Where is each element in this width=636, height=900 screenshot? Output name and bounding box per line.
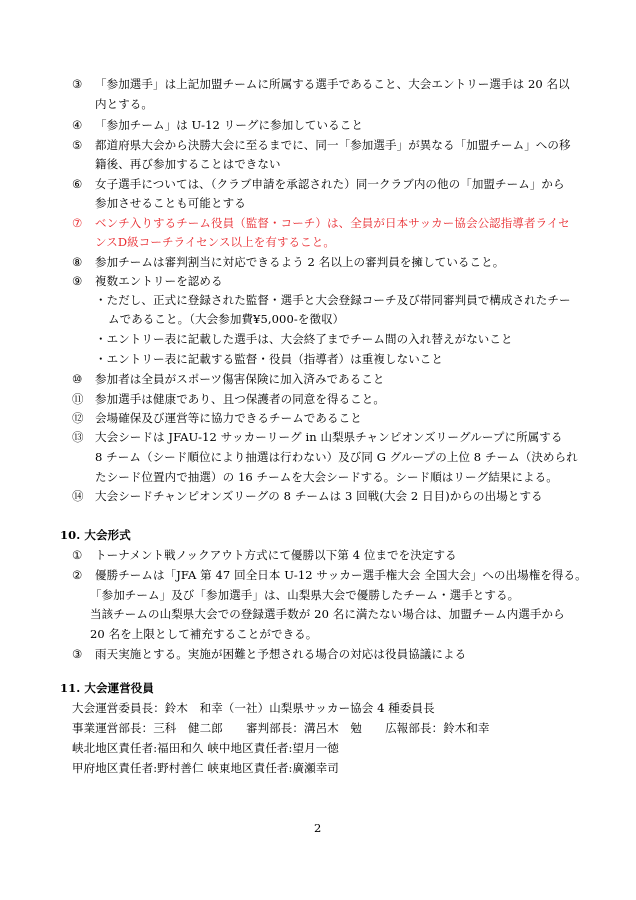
rule-number: ④ bbox=[72, 118, 83, 132]
rule-text: 籍後、再び参加することはできない bbox=[95, 157, 281, 171]
rule-number: ⑨ bbox=[72, 274, 83, 288]
rule-text: 大会シードチャンピオンズリーグの 8 チームは 3 回戦(大会 2 日目)からの出場とする bbox=[95, 489, 543, 503]
rule-text: 会場確保及び運営等に協力できるチームであること bbox=[95, 411, 362, 425]
section-heading: 10. 大会形式 bbox=[60, 528, 131, 542]
item-number: ③ bbox=[72, 647, 83, 661]
rule-text: 「参加チーム」は U-12 リーグに参加していること bbox=[95, 118, 363, 132]
rule-text: 8 チーム（シード順位により抽選は行わない）及び同 G グループの上位 8 チーム（決められ bbox=[95, 450, 578, 464]
rule-number: ⑦ bbox=[72, 216, 83, 230]
rule-number: ⑫ bbox=[72, 411, 84, 425]
item-number: ② bbox=[72, 568, 83, 582]
rule-number: ⑬ bbox=[72, 430, 84, 444]
rule-text: 複数エントリーを認める bbox=[95, 274, 223, 288]
item-text: 20 名を上限として補充することができる。 bbox=[90, 627, 318, 641]
rule-number: ⑭ bbox=[72, 489, 84, 503]
rule-text: たシード位置内で抽選）の 16 チームを大会シードする。シード順はリーグ結果による。 bbox=[95, 470, 558, 484]
item-text: 優勝チームは「JFA 第 47 回全日本 U-12 サッカー選手権大会 全国大会」への出場権を得る。 bbox=[95, 568, 587, 582]
rule-text: 女子選手については、（クラブ申請を承認された）同一クラブ内の他の「加盟チーム」から bbox=[95, 177, 565, 191]
section-heading: 11. 大会運営役員 bbox=[60, 681, 155, 695]
rule-number: ⑪ bbox=[72, 392, 84, 406]
item-text: トーナメント戦ノックアウト方式にて優勝以下第 4 位までを決定する bbox=[95, 548, 457, 562]
officer-line: 事業運営部長：三科 健二郎 審判部長：溝呂木 勉 広報部長：鈴木和幸 bbox=[72, 721, 490, 735]
rule-text: 参加者は全員がスポーツ傷害保険に加入済みであること bbox=[95, 372, 385, 386]
rule-text: 参加選手は健康であり、且つ保護者の同意を得ること。 bbox=[95, 392, 385, 406]
sub-bullet-text: ・ただし、正式に登録された監督・選手と大会登録コーチ及び帯同審判員で構成されたチー bbox=[95, 293, 571, 307]
rule-text: 参加させることも可能とする bbox=[95, 196, 246, 210]
officer-line: 甲府地区責任者:野村善仁 峡東地区責任者:廣瀬幸司 bbox=[72, 761, 339, 775]
rule-text-highlight: ベンチ入りするチーム役員（監督・コーチ）は、全員が日本サッカー協会公認指導者ライセ bbox=[95, 216, 570, 230]
page-number: 2 bbox=[314, 821, 322, 835]
sub-bullet-text: ムであること。（大会参加費¥5,000-を徴収） bbox=[108, 312, 345, 326]
item-number: ① bbox=[72, 548, 83, 562]
item-text: 当該チームの山梨県大会での登録選手数が 20 名に満たない場合は、加盟チーム内選手から bbox=[90, 607, 565, 621]
rule-number: ⑧ bbox=[72, 255, 83, 269]
item-text: 雨天実施とする。実施が困難と予想される場合の対応は役員協議による bbox=[95, 647, 467, 661]
officer-line: 大会運営委員長：鈴木 和幸（一社）山梨県サッカー協会 4 種委員長 bbox=[72, 701, 435, 715]
rule-text: 都道府県大会から決勝大会に至るまでに、同一「参加選手」が異なる「加盟チーム」への移 bbox=[95, 138, 571, 152]
sub-bullet-text: ・エントリー表に記載した選手は、大会終了までチーム間の入れ替えがないこと bbox=[95, 332, 513, 346]
item-text: 「参加チーム」及び「参加選手」は、山梨県大会で優勝したチーム・選手とする。 bbox=[90, 588, 520, 602]
rule-number: ⑤ bbox=[72, 138, 83, 152]
rule-number: ⑩ bbox=[72, 372, 83, 386]
officer-line: 峡北地区責任者:福田和久 峡中地区責任者:望月一徳 bbox=[72, 741, 339, 755]
sub-bullet-text: ・エントリー表に記載する監督・役員（指導者）は重複しないこと bbox=[95, 352, 443, 366]
rule-number: ⑥ bbox=[72, 177, 83, 191]
rule-text: 大会シードは JFAU-12 サッカーリーグ in 山梨県チャンピオンズリーグループに所属する bbox=[95, 430, 563, 444]
rule-number: ③ bbox=[72, 77, 83, 91]
rule-text: 内とする。 bbox=[95, 97, 153, 111]
rule-text: 「参加選手」は上記加盟チームに所属する選手であること、大会エントリー選手は 20 名以 bbox=[95, 77, 570, 91]
rule-text-highlight: ンスD級コーチライセンス以上を有すること。 bbox=[95, 235, 335, 249]
rule-text: 参加チームは審判割当に対応できるよう 2 名以上の審判員を擁していること。 bbox=[95, 255, 505, 269]
